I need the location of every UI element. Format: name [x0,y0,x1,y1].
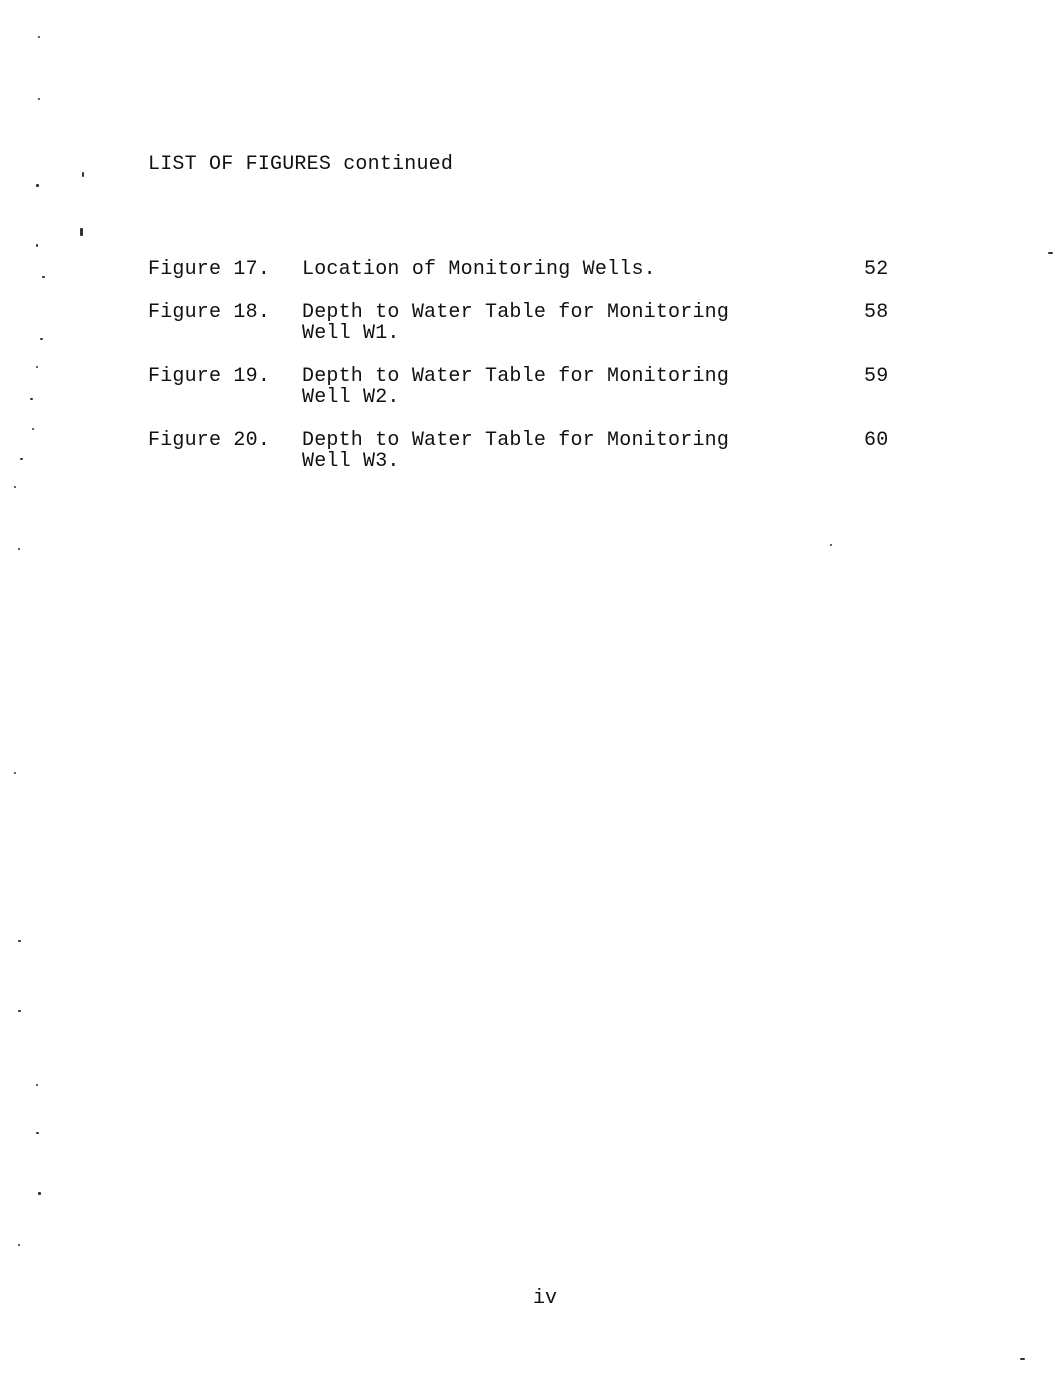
figure-title: Depth to Water Table for Monitoring Well W1. [302,301,730,345]
scan-speck [20,458,23,460]
page-number: iv [532,1287,557,1310]
scan-speck [36,1084,38,1086]
scan-speck [14,486,16,488]
figure-label: Figure 19. [148,365,271,388]
scan-speck [42,276,45,278]
figure-title: Location of Monitoring Wells. [302,258,656,281]
scan-speck [18,940,21,942]
figure-page-number: 59 [864,365,889,388]
scan-speck [1048,252,1053,254]
figure-label: Figure 17. [148,258,271,281]
scan-speck [82,172,84,177]
list-item [148,259,908,281]
scan-speck [1020,1358,1025,1360]
scan-speck [38,98,40,100]
scan-speck [38,36,40,38]
scan-speck [30,398,33,400]
figure-label: Figure 20. [148,429,271,452]
scan-speck [36,244,38,247]
figure-page-number: 58 [864,301,889,324]
scan-speck [18,548,20,550]
scan-speck [830,544,832,546]
scan-speck [18,1010,21,1012]
scan-speck [36,366,38,368]
figure-title: Depth to Water Table for Monitoring Well W3. [302,429,730,473]
scan-speck [14,772,16,774]
figure-list [148,259,908,494]
scan-speck [32,428,34,430]
scan-speck [80,228,83,236]
scan-speck [18,1244,20,1246]
scan-speck [38,1192,41,1195]
figure-page-number: 60 [864,429,889,452]
figure-label: Figure 18. [148,301,271,324]
list-item [148,366,908,408]
list-item [148,430,908,472]
scan-speck [40,338,43,340]
figure-page-number: 52 [864,258,889,281]
figure-title: Depth to Water Table for Monitoring Well W2. [302,365,730,409]
list-item [148,302,908,344]
scan-speck [36,184,39,187]
scan-speck [36,1132,39,1134]
list-of-figures-heading: LIST OF FIGURES continued [148,153,454,176]
